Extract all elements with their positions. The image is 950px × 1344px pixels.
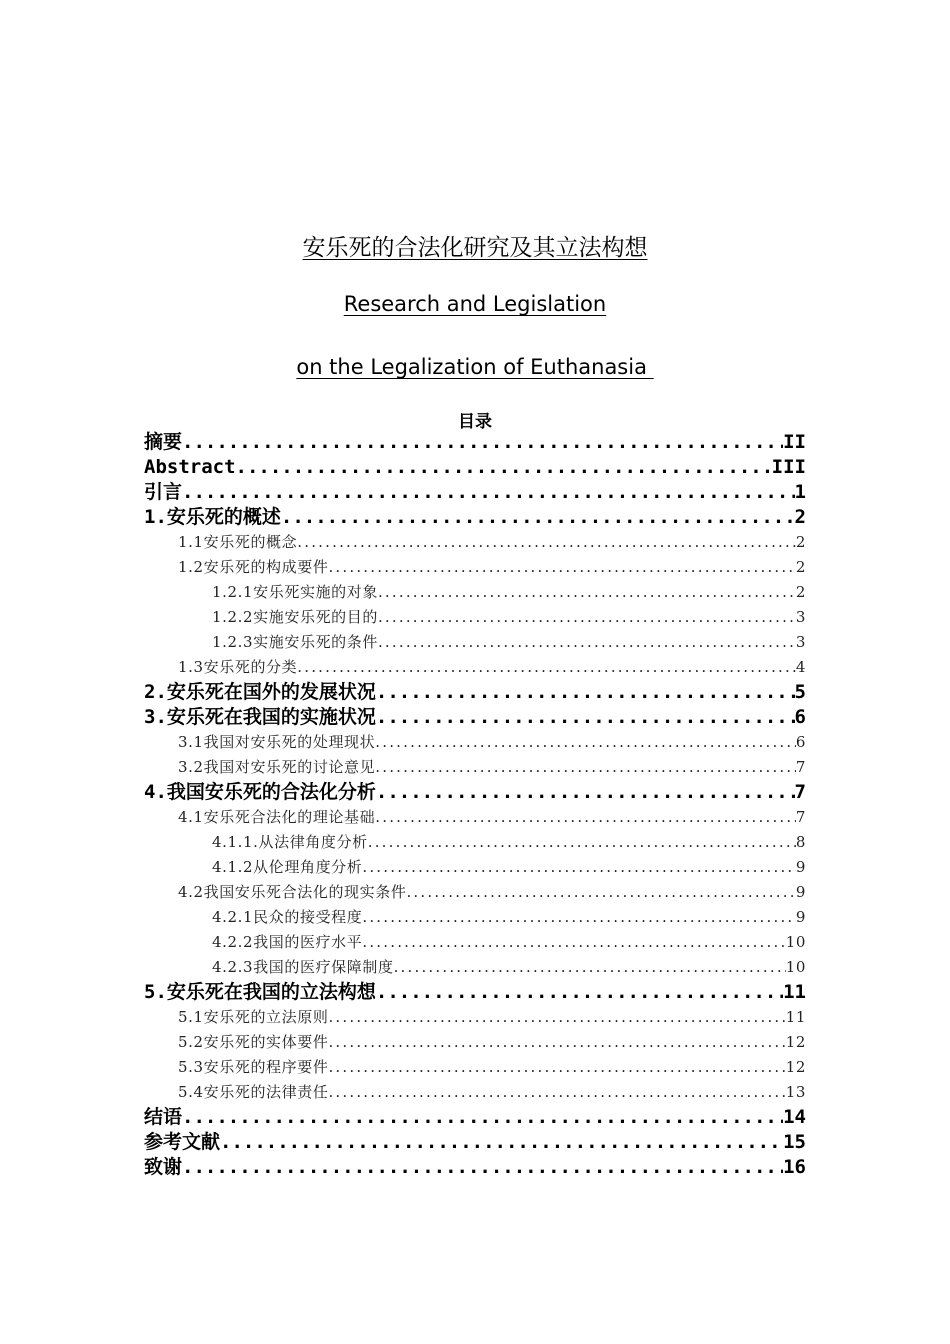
toc-entry-page: 9 xyxy=(796,855,806,880)
toc-entry-page: 3 xyxy=(796,605,806,630)
toc-entry-page: 9 xyxy=(796,905,806,930)
toc-entry[interactable] xyxy=(144,880,806,905)
toc-entry-page: 10 xyxy=(786,930,806,955)
toc-entry[interactable] xyxy=(144,1005,806,1030)
toc-leader-dots xyxy=(376,780,795,805)
toc-entry-label: 1.2安乐死的构成要件 xyxy=(178,555,328,580)
toc-entry-label: 1.2.2实施安乐死的目的 xyxy=(212,605,378,630)
toc-entry-label: 5.1安乐死的立法原则 xyxy=(178,1005,328,1030)
toc-entry[interactable] xyxy=(144,630,806,655)
toc-leader-dots xyxy=(378,580,796,605)
toc-entry-label: 4.2我国安乐死合法化的现实条件 xyxy=(178,880,406,905)
toc-leader-dots xyxy=(236,455,772,480)
toc-leader-dots xyxy=(328,1055,785,1080)
toc-entry-page: 5 xyxy=(794,681,806,703)
toc-entry-label: 引言 xyxy=(144,481,183,503)
toc-entry-page: 14 xyxy=(783,1106,806,1128)
toc-entry-label: 4.2.2我国的医疗水平 xyxy=(212,930,362,955)
toc-leader-dots xyxy=(376,980,783,1005)
toc-entry-page: 2 xyxy=(796,555,806,580)
toc-entry-label: 1.3安乐死的分类 xyxy=(178,655,297,680)
toc-entry-page: 11 xyxy=(786,1005,806,1030)
toc-entry-page: 15 xyxy=(783,1131,806,1153)
toc-leader-dots xyxy=(182,480,795,505)
document-title-en-line1: Research and Legislation xyxy=(343,292,607,316)
toc-entry-label: 4.1.2从伦理角度分析 xyxy=(212,855,362,880)
toc-entry[interactable] xyxy=(144,680,806,705)
toc-entry[interactable] xyxy=(144,805,806,830)
toc-entry-label: 4.1.1.从法律角度分析 xyxy=(212,830,368,855)
toc-entry-label: 1.2.1安乐死实施的对象 xyxy=(212,580,378,605)
toc-leader-dots xyxy=(182,1155,783,1180)
toc-entry-page: 13 xyxy=(786,1080,806,1105)
toc-entry-page: 2 xyxy=(796,580,806,605)
toc-entry[interactable] xyxy=(144,905,806,930)
toc-entry[interactable] xyxy=(144,605,806,630)
toc-entry-label: 1.1安乐死的概念 xyxy=(178,530,297,555)
toc-leader-dots xyxy=(406,880,795,905)
document-title-cn: 安乐死的合法化研究及其立法构想 xyxy=(302,235,648,261)
toc-entry-page: 16 xyxy=(783,1156,806,1178)
toc-entry-page: 7 xyxy=(794,781,806,803)
toc-entry[interactable] xyxy=(144,555,806,580)
toc-leader-dots xyxy=(362,855,795,880)
toc-entry[interactable] xyxy=(144,930,806,955)
toc-entry[interactable] xyxy=(144,955,806,980)
toc-leader-dots xyxy=(375,805,796,830)
toc-leader-dots xyxy=(362,930,785,955)
toc-entry-page: 6 xyxy=(794,706,806,728)
toc-entry-page: 9 xyxy=(796,880,806,905)
toc-entry[interactable] xyxy=(144,505,806,530)
toc-leader-dots xyxy=(378,630,796,655)
toc-entry-label: Abstract xyxy=(144,456,236,478)
toc-entry-label: 4.2.3我国的医疗保障制度 xyxy=(212,955,394,980)
toc-entry[interactable] xyxy=(144,580,806,605)
toc-entry-page: III xyxy=(771,456,806,478)
toc-entry-page: 11 xyxy=(783,981,806,1003)
toc-entry-page: 7 xyxy=(796,755,806,780)
toc-leader-dots xyxy=(328,555,795,580)
toc-entry-label: 3.2我国对安乐死的讨论意见 xyxy=(178,755,375,780)
toc-leader-dots xyxy=(362,905,795,930)
toc-entry[interactable] xyxy=(144,855,806,880)
toc-entry-page: 7 xyxy=(796,805,806,830)
toc-entry-label: 致谢 xyxy=(144,1156,183,1178)
toc-leader-dots xyxy=(281,505,795,530)
toc-entry[interactable] xyxy=(144,730,806,755)
toc-entry[interactable] xyxy=(144,755,806,780)
toc-entry[interactable] xyxy=(144,1080,806,1105)
toc-entry-page: 6 xyxy=(796,730,806,755)
toc-leader-dots xyxy=(328,1030,785,1055)
toc-leader-dots xyxy=(182,430,783,455)
toc-entry-label: 参考文献 xyxy=(144,1131,221,1153)
toc-entry-page: 10 xyxy=(786,955,806,980)
toc-leader-dots xyxy=(328,1080,785,1105)
toc-leader-dots xyxy=(182,1105,783,1130)
toc-entry-label: 5.3安乐死的程序要件 xyxy=(178,1055,328,1080)
toc-entry-page: 3 xyxy=(796,630,806,655)
toc-leader-dots xyxy=(297,655,796,680)
table-of-contents xyxy=(144,430,806,1180)
toc-entry-label: 3.安乐死在我国的实施状况 xyxy=(144,706,376,728)
toc-entry[interactable] xyxy=(144,1130,806,1155)
toc-entry[interactable] xyxy=(144,980,806,1005)
toc-leader-dots xyxy=(220,1130,783,1155)
toc-leader-dots xyxy=(378,605,796,630)
toc-entry-label: 5.4安乐死的法律责任 xyxy=(178,1080,328,1105)
toc-entry[interactable] xyxy=(144,655,806,680)
document-title-en-line2: on the Legalization of Euthanasia xyxy=(296,355,654,379)
toc-entry-label: 4.2.1民众的接受程度 xyxy=(212,905,362,930)
toc-leader-dots xyxy=(394,955,786,980)
toc-entry[interactable] xyxy=(144,1105,806,1130)
toc-entry-label: 3.1我国对安乐死的处理现状 xyxy=(178,730,375,755)
toc-entry[interactable] xyxy=(144,430,806,455)
toc-entry[interactable] xyxy=(144,780,806,805)
toc-entry-page: 12 xyxy=(786,1030,806,1055)
toc-entry[interactable] xyxy=(144,480,806,505)
toc-entry-page: 4 xyxy=(796,655,806,680)
toc-entry-page: 2 xyxy=(794,506,806,528)
toc-entry[interactable] xyxy=(144,530,806,555)
toc-entry-label: 5.2安乐死的实体要件 xyxy=(178,1030,328,1055)
toc-leader-dots xyxy=(376,680,795,705)
toc-entry-label: 1.2.3实施安乐死的条件 xyxy=(212,630,378,655)
toc-entry-label: 5.安乐死在我国的立法构想 xyxy=(144,981,376,1003)
toc-leader-dots xyxy=(297,530,796,555)
toc-heading: 目录 xyxy=(458,412,492,432)
toc-entry-page: 12 xyxy=(786,1055,806,1080)
toc-entry-label: 4.我国安乐死的合法化分析 xyxy=(144,781,376,803)
toc-entry-label: 结语 xyxy=(144,1106,183,1128)
toc-entry[interactable] xyxy=(144,455,806,480)
toc-entry[interactable] xyxy=(144,1055,806,1080)
toc-leader-dots xyxy=(375,730,796,755)
toc-entry[interactable] xyxy=(144,1030,806,1055)
toc-leader-dots xyxy=(376,705,795,730)
toc-entry-page: 2 xyxy=(796,530,806,555)
toc-entry-page: II xyxy=(783,431,806,453)
toc-entry-page: 8 xyxy=(796,830,806,855)
toc-entry[interactable] xyxy=(144,1155,806,1180)
toc-entry-label: 1.安乐死的概述 xyxy=(144,506,281,528)
toc-entry[interactable] xyxy=(144,705,806,730)
toc-leader-dots xyxy=(375,755,796,780)
toc-entry-label: 4.1安乐死合法化的理论基础 xyxy=(178,805,375,830)
toc-entry[interactable] xyxy=(144,830,806,855)
toc-entry-label: 摘要 xyxy=(144,431,183,453)
toc-leader-dots xyxy=(328,1005,785,1030)
toc-entry-label: 2.安乐死在国外的发展状况 xyxy=(144,681,376,703)
toc-entry-page: 1 xyxy=(794,481,806,503)
toc-leader-dots xyxy=(368,830,796,855)
